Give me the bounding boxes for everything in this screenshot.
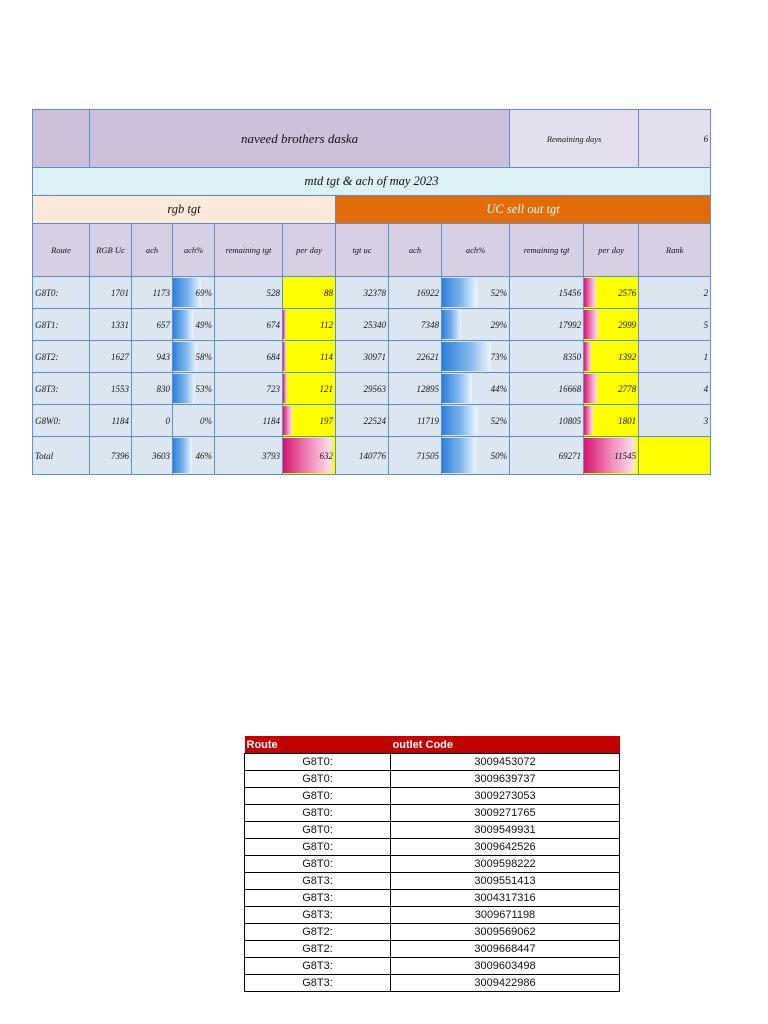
uc-per-day-cell-value: 1392 xyxy=(618,351,637,362)
uc-ach-pct-cell xyxy=(442,309,510,341)
outlet-route-cell: G8T0: xyxy=(245,754,391,771)
outlet-header-code: outlet Code xyxy=(391,736,620,754)
rgb-uc-cell: 1553 xyxy=(90,373,132,405)
outlet-row xyxy=(245,822,620,839)
ach-cell: 943 xyxy=(132,341,173,373)
route-cell: G8W0: xyxy=(33,405,90,437)
uc-per-day-cell xyxy=(584,437,639,475)
remaining-tgt-cell: 3793 xyxy=(215,437,283,475)
achievement-databar xyxy=(173,310,193,339)
outlet-code-cell: 3009639737 xyxy=(391,771,620,788)
outlet-route-cell: G8T0: xyxy=(245,805,391,822)
outlet-row xyxy=(245,924,620,941)
achievement-databar xyxy=(442,438,476,473)
outlet-code-cell: 3009273053 xyxy=(391,788,620,805)
uc-remaining-tgt-cell: 10805 xyxy=(510,405,584,437)
ach-pct-cell xyxy=(173,405,215,437)
ach-cell: 3603 xyxy=(132,437,173,475)
per-day-databar xyxy=(283,406,292,435)
route-row xyxy=(33,309,711,341)
uc-per-day-cell-value: 2576 xyxy=(618,287,637,298)
outlet-route-cell: G8T3: xyxy=(245,975,391,992)
remaining-days-label: Remaining days xyxy=(510,110,639,168)
tgt-uc-cell: 25340 xyxy=(336,309,389,341)
uc-sellout-group-header: UC sell out tgt xyxy=(336,196,711,224)
uc-ach-pct-cell xyxy=(442,277,510,309)
uc-per-day-cell-value: 1801 xyxy=(618,415,637,426)
achievement-databar xyxy=(442,406,477,435)
per-day-databar xyxy=(584,342,590,371)
tgt-uc-cell: 32378 xyxy=(336,277,389,309)
per-day-cell xyxy=(283,437,336,475)
uc-ach-cell: 12895 xyxy=(389,373,442,405)
per-day-databar xyxy=(283,310,286,339)
ach-pct-cell-value: 0% xyxy=(200,415,212,426)
tgt-uc-cell: 22524 xyxy=(336,405,389,437)
per-day-cell xyxy=(283,277,336,309)
remaining-tgt-cell: 723 xyxy=(215,373,283,405)
outlet-route-cell: G8T0: xyxy=(245,771,391,788)
remaining-days-value: 6 xyxy=(639,110,711,168)
outlet-row xyxy=(245,856,620,873)
outlet-row xyxy=(245,805,620,822)
outlet-code-cell: 3009551413 xyxy=(391,873,620,890)
column-header: Rank xyxy=(639,224,711,277)
achievement-databar xyxy=(442,342,491,371)
achievement-databar xyxy=(173,374,195,403)
ach-pct-cell-value: 69% xyxy=(195,287,212,298)
outlet-code-cell: 3009598222 xyxy=(391,856,620,873)
column-header: Route xyxy=(33,224,90,277)
rank-cell: 5 xyxy=(639,309,711,341)
remaining-tgt-cell: 1184 xyxy=(215,405,283,437)
ach-cell: 657 xyxy=(132,309,173,341)
blank-corner-cell xyxy=(33,110,90,168)
uc-ach-pct-cell-value: 52% xyxy=(490,415,508,426)
achievement-databar xyxy=(173,438,192,473)
rank-cell: 4 xyxy=(639,373,711,405)
per-day-databar xyxy=(584,374,597,403)
column-header: ach% xyxy=(173,224,215,277)
outlet-route-cell: G8T0: xyxy=(245,839,391,856)
uc-remaining-tgt-cell: 8350 xyxy=(510,341,584,373)
outlet-route-cell: G8T3: xyxy=(245,873,391,890)
uc-ach-pct-cell-value: 50% xyxy=(490,450,508,461)
outlet-code-cell: 3009671198 xyxy=(391,907,620,924)
company-title: naveed brothers daska xyxy=(90,110,510,168)
per-day-cell-value: 121 xyxy=(319,383,333,394)
uc-ach-pct-cell-value: 29% xyxy=(490,319,508,330)
uc-remaining-tgt-cell: 15456 xyxy=(510,277,584,309)
uc-ach-pct-cell-value: 73% xyxy=(490,351,508,362)
outlet-code-cell: 3009549931 xyxy=(391,822,620,839)
uc-per-day-cell xyxy=(584,373,639,405)
per-day-cell xyxy=(283,405,336,437)
per-day-cell xyxy=(283,309,336,341)
tgt-uc-cell: 30971 xyxy=(336,341,389,373)
outlet-row xyxy=(245,873,620,890)
outlet-row xyxy=(245,958,620,975)
rgb-uc-cell: 1331 xyxy=(90,309,132,341)
per-day-cell-value: 88 xyxy=(324,287,333,298)
column-header: tgt uc xyxy=(336,224,389,277)
outlet-code-cell: 3009569062 xyxy=(391,924,620,941)
outlet-code-cell: 3009453072 xyxy=(391,754,620,771)
remaining-tgt-cell: 528 xyxy=(215,277,283,309)
outlet-code-cell: 3009603498 xyxy=(391,958,620,975)
outlet-row xyxy=(245,907,620,924)
outlet-route-cell: G8T3: xyxy=(245,890,391,907)
route-row xyxy=(33,373,711,405)
column-header: per day xyxy=(283,224,336,277)
remaining-tgt-cell: 684 xyxy=(215,341,283,373)
per-day-cell-value: 197 xyxy=(319,415,333,426)
outlet-route-cell: G8T2: xyxy=(245,941,391,958)
ach-pct-cell-value: 58% xyxy=(195,351,212,362)
column-header: remaining tgt xyxy=(215,224,283,277)
ach-pct-cell xyxy=(173,373,215,405)
uc-per-day-cell-value: 11545 xyxy=(614,450,637,461)
rank-cell: 3 xyxy=(639,405,711,437)
uc-per-day-cell xyxy=(584,309,639,341)
uc-ach-cell: 22621 xyxy=(389,341,442,373)
per-day-cell-value: 114 xyxy=(320,351,333,362)
ach-pct-cell-value: 53% xyxy=(195,383,212,394)
per-day-databar xyxy=(584,406,593,435)
tgt-uc-cell: 140776 xyxy=(336,437,389,475)
outlet-route-cell: G8T3: xyxy=(245,958,391,975)
ach-pct-cell xyxy=(173,341,215,373)
outlet-route-cell: G8T0: xyxy=(245,788,391,805)
per-day-cell xyxy=(283,373,336,405)
outlet-row xyxy=(245,975,620,992)
uc-per-day-cell-value: 2778 xyxy=(618,383,637,394)
ach-pct-cell xyxy=(173,437,215,475)
column-header: RGB Uc xyxy=(90,224,132,277)
ach-pct-cell xyxy=(173,309,215,341)
uc-per-day-cell-value: 2999 xyxy=(618,319,637,330)
uc-remaining-tgt-cell: 16668 xyxy=(510,373,584,405)
rgb-uc-cell: 1701 xyxy=(90,277,132,309)
uc-ach-cell: 11719 xyxy=(389,405,442,437)
outlet-row xyxy=(245,839,620,856)
outlet-code-cell: 3004317316 xyxy=(391,890,620,907)
uc-ach-pct-cell xyxy=(442,373,510,405)
route-cell: G8T2: xyxy=(33,341,90,373)
outlet-code-cell: 3009422986 xyxy=(391,975,620,992)
outlet-row xyxy=(245,788,620,805)
uc-ach-pct-cell xyxy=(442,341,510,373)
rgb-uc-cell: 7396 xyxy=(90,437,132,475)
uc-per-day-cell xyxy=(584,405,639,437)
achievement-databar xyxy=(173,342,197,371)
route-cell: Total xyxy=(33,437,90,475)
column-header: remaining tgt xyxy=(510,224,584,277)
achievement-databar xyxy=(442,374,472,403)
route-cell: G8T1: xyxy=(33,309,90,341)
route-row xyxy=(33,405,711,437)
outlet-row xyxy=(245,890,620,907)
outlet-code-cell: 3009271765 xyxy=(391,805,620,822)
per-day-databar xyxy=(283,342,286,371)
uc-remaining-tgt-cell: 17992 xyxy=(510,309,584,341)
target-achievement-table xyxy=(32,109,711,475)
rgb-target-group-header: rgb tgt xyxy=(33,196,336,224)
total-row xyxy=(33,437,711,475)
rank-cell: 1 xyxy=(639,341,711,373)
outlet-route-cell: G8T0: xyxy=(245,822,391,839)
uc-ach-pct-cell xyxy=(442,405,510,437)
uc-ach-cell: 71505 xyxy=(389,437,442,475)
uc-per-day-cell xyxy=(584,277,639,309)
uc-ach-pct-cell-value: 52% xyxy=(490,287,508,298)
rank-cell xyxy=(639,437,711,475)
rgb-uc-cell: 1184 xyxy=(90,405,132,437)
outlet-row xyxy=(245,941,620,958)
uc-ach-pct-cell-value: 44% xyxy=(490,383,508,394)
outlet-row xyxy=(245,771,620,788)
ach-cell: 1173 xyxy=(132,277,173,309)
outlet-route-cell: G8T2: xyxy=(245,924,391,941)
uc-ach-pct-cell xyxy=(442,437,510,475)
ach-pct-cell-value: 46% xyxy=(195,450,212,461)
rank-cell: 2 xyxy=(639,277,711,309)
report-subtitle: mtd tgt & ach of may 2023 xyxy=(33,168,711,196)
outlet-code-cell: 3009668447 xyxy=(391,941,620,958)
column-header-row xyxy=(33,224,711,277)
ach-pct-cell-value: 49% xyxy=(195,319,212,330)
uc-ach-cell: 16922 xyxy=(389,277,442,309)
per-day-databar xyxy=(584,310,598,339)
per-day-databar xyxy=(283,374,287,403)
route-row xyxy=(33,341,711,373)
uc-ach-cell: 7348 xyxy=(389,309,442,341)
remaining-tgt-cell: 674 xyxy=(215,309,283,341)
column-header: per day xyxy=(584,224,639,277)
per-day-cell-value: 632 xyxy=(319,450,333,461)
ach-cell: 830 xyxy=(132,373,173,405)
achievement-databar xyxy=(442,310,461,339)
outlet-route-cell: G8T3: xyxy=(245,907,391,924)
rgb-uc-cell: 1627 xyxy=(90,341,132,373)
uc-remaining-tgt-cell: 69271 xyxy=(510,437,584,475)
per-day-databar xyxy=(584,278,596,307)
outlet-code-cell: 3009642526 xyxy=(391,839,620,856)
column-header: ach xyxy=(132,224,173,277)
per-day-cell-value: 112 xyxy=(320,319,333,330)
ach-cell: 0 xyxy=(132,405,173,437)
achievement-databar xyxy=(442,278,477,307)
ach-pct-cell xyxy=(173,277,215,309)
column-header: ach% xyxy=(442,224,510,277)
route-cell: G8T0: xyxy=(33,277,90,309)
outlet-route-cell: G8T0: xyxy=(245,856,391,873)
column-header: ach xyxy=(389,224,442,277)
tgt-uc-cell: 29563 xyxy=(336,373,389,405)
route-cell: G8T3: xyxy=(33,373,90,405)
outlet-code-table xyxy=(244,736,620,992)
route-row xyxy=(33,277,711,309)
per-day-cell xyxy=(283,341,336,373)
uc-per-day-cell xyxy=(584,341,639,373)
outlet-row xyxy=(245,754,620,771)
outlet-header-route: Route xyxy=(245,736,391,754)
